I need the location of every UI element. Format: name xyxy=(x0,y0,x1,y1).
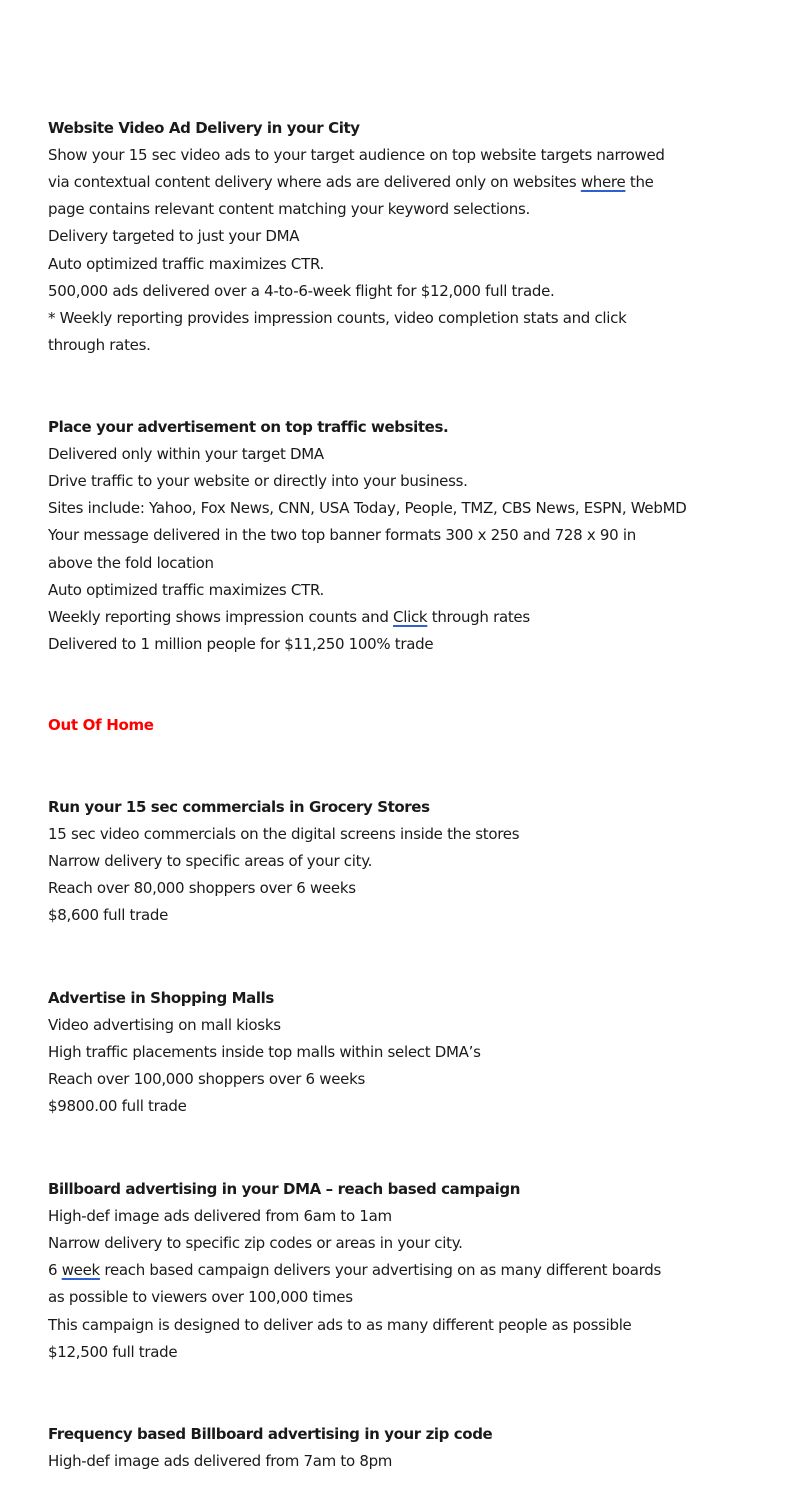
text-run: via contextual content delivery where ads are delivered only on websites xyxy=(48,173,581,192)
body-line xyxy=(48,1259,661,1281)
body-line: 500,000 ads delivered over a 4-to-6-week flight for $12,000 full trade. xyxy=(48,281,555,300)
body-line: Narrow delivery to specific zip codes or areas in your city. xyxy=(48,1234,463,1253)
block-heading: Billboard advertising in your DMA – reach based campaign xyxy=(48,1180,521,1198)
body-line: 15 sec video commercials on the digital screens inside the stores xyxy=(48,825,520,844)
block-heading: Place your advertisement on top traffic websites. xyxy=(48,418,449,436)
text-run: reach based campaign delivers your advertising on as many different boards xyxy=(99,1261,662,1280)
grammar-marked-word[interactable]: Click xyxy=(393,607,428,626)
body-line: Show your 15 sec video ads to your target audience on top website targets narrowed xyxy=(48,146,665,165)
body-line: $9800.00 full trade xyxy=(48,1097,187,1116)
body-line: Auto optimized traffic maximizes CTR. xyxy=(48,580,325,599)
body-line xyxy=(48,171,654,193)
body-line: High-def image ads delivered from 6am to 1am xyxy=(48,1207,392,1226)
body-line: above the fold location xyxy=(48,553,214,572)
body-line: Delivered to 1 million people for $11,250 100% trade xyxy=(48,634,434,653)
grammar-marked-word[interactable]: where xyxy=(580,173,626,192)
block-heading: Run your 15 sec commercials in Grocery Stores xyxy=(48,798,430,816)
body-line: Drive traffic to your website or directly into your business. xyxy=(48,472,468,491)
body-line: This campaign is designed to deliver ads to as many different people as possible xyxy=(48,1315,632,1334)
text-run: the xyxy=(625,173,654,192)
body-line: Reach over 80,000 shoppers over 6 weeks xyxy=(48,879,356,898)
body-line: Delivery targeted to just your DMA xyxy=(48,227,300,246)
body-line xyxy=(48,606,530,628)
body-line: $8,600 full trade xyxy=(48,906,169,925)
text-run: through rates xyxy=(427,607,530,626)
body-line: through rates. xyxy=(48,335,151,354)
block-heading: Website Video Ad Delivery in your City xyxy=(48,119,360,137)
block-heading: Frequency based Billboard advertising in your zip code xyxy=(48,1425,493,1443)
block-heading: Advertise in Shopping Malls xyxy=(48,989,274,1007)
body-line: as possible to viewers over 100,000 times xyxy=(48,1288,353,1307)
grammar-marked-word[interactable]: week xyxy=(61,1261,100,1280)
body-line: Narrow delivery to specific areas of your city. xyxy=(48,852,373,871)
body-line: page contains relevant content matching your keyword selections. xyxy=(48,200,530,219)
body-line: $12,500 full trade xyxy=(48,1342,178,1361)
body-line: * Weekly reporting provides impression counts, video completion stats and click xyxy=(48,308,627,327)
body-line: Video advertising on mall kiosks xyxy=(48,1016,281,1035)
body-line: Delivered only within your target DMA xyxy=(48,445,324,464)
section-title: Out Of Home xyxy=(48,716,154,734)
text-run: Weekly reporting shows impression counts and xyxy=(48,607,394,626)
body-line: Reach over 100,000 shoppers over 6 weeks xyxy=(48,1070,365,1089)
body-line: Sites include: Yahoo, Fox News, CNN, USA Today, People, TMZ, CBS News, ESPN, WebMD xyxy=(48,499,687,518)
body-line: Auto optimized traffic maximizes CTR. xyxy=(48,254,325,273)
body-line: High-def image ads delivered from 7am to 8pm xyxy=(48,1452,393,1471)
body-line: High traffic placements inside top malls within select DMA’s xyxy=(48,1043,481,1062)
text-run: 6 xyxy=(48,1261,62,1280)
body-line: Your message delivered in the two top banner formats 300 x 250 and 728 x 90 in xyxy=(48,526,636,545)
